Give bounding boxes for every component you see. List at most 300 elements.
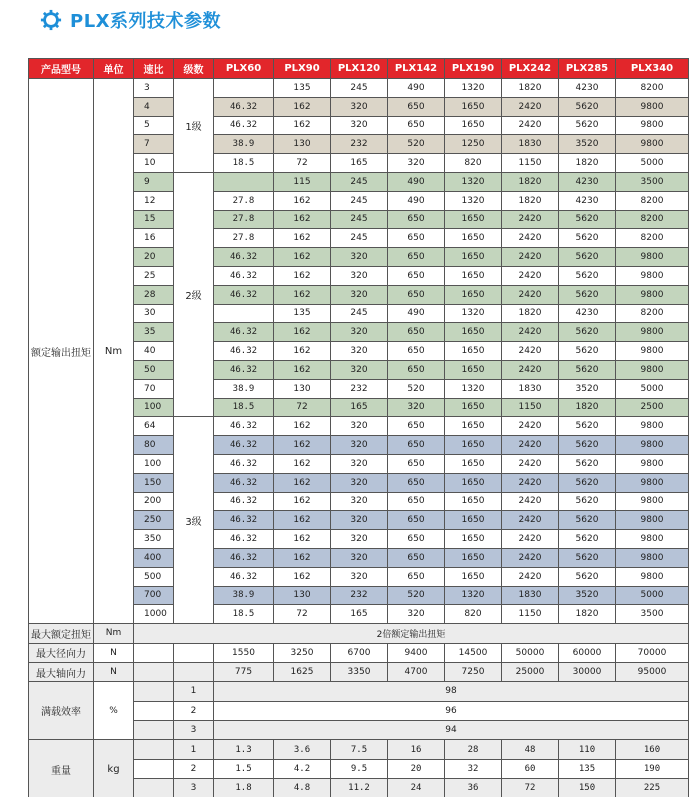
- axial-force-label: 最大轴向力: [29, 662, 94, 681]
- table-cell: 320: [331, 266, 388, 285]
- ratio-cell: 28: [134, 285, 174, 304]
- efficiency-stage: 2: [174, 701, 214, 720]
- table-cell: [214, 304, 274, 323]
- table-cell: 165: [331, 154, 388, 173]
- table-cell: 9800: [616, 417, 689, 436]
- table-cell: 650: [388, 417, 445, 436]
- max-torque-value: 2倍额定输出扭矩: [134, 624, 689, 643]
- ratio-cell: 15: [134, 210, 174, 229]
- table-cell: 245: [331, 172, 388, 191]
- table-cell: 135: [274, 304, 331, 323]
- table-cell: 650: [388, 285, 445, 304]
- table-cell: 135: [274, 79, 331, 98]
- table-cell: 130: [274, 135, 331, 154]
- max-torque-unit: Nm: [94, 624, 134, 643]
- table-cell: 162: [274, 567, 331, 586]
- header-model-name: PLX90: [274, 59, 331, 79]
- table-cell: 320: [331, 417, 388, 436]
- ratio-cell: 20: [134, 248, 174, 267]
- header-ratio: 速比: [134, 59, 174, 79]
- efficiency-stage: 1: [174, 682, 214, 701]
- ratio-cell: 35: [134, 323, 174, 342]
- table-cell: 1820: [559, 154, 616, 173]
- table-cell: 25000: [502, 662, 559, 681]
- table-cell: 30000: [559, 662, 616, 681]
- table-cell: 320: [331, 436, 388, 455]
- table-cell: 1650: [445, 229, 502, 248]
- stage-label: 2级: [174, 172, 214, 416]
- table-cell: 1650: [445, 473, 502, 492]
- table-cell: 70000: [616, 643, 689, 662]
- table-cell: 46.32: [214, 436, 274, 455]
- header-stage: 级数: [174, 59, 214, 79]
- table-cell: 8200: [616, 304, 689, 323]
- table-cell: 2420: [502, 285, 559, 304]
- table-cell: 162: [274, 210, 331, 229]
- table-cell: 320: [331, 285, 388, 304]
- table-cell: 490: [388, 304, 445, 323]
- table-cell: 46.32: [214, 266, 274, 285]
- table-cell: 245: [331, 79, 388, 98]
- stage-label: 1级: [174, 79, 214, 173]
- table-cell: 46.32: [214, 530, 274, 549]
- ratio-cell: 1000: [134, 605, 174, 624]
- table-cell: 72: [274, 154, 331, 173]
- table-cell: 9800: [616, 511, 689, 530]
- ratio-cell: 12: [134, 191, 174, 210]
- table-cell: 5620: [559, 567, 616, 586]
- ratio-cell: 150: [134, 473, 174, 492]
- table-cell: 520: [388, 135, 445, 154]
- table-cell: 162: [274, 285, 331, 304]
- table-cell: 2420: [502, 342, 559, 361]
- table-cell: 9.5: [331, 759, 388, 778]
- table-cell: 3250: [274, 643, 331, 662]
- ratio-cell: 100: [134, 398, 174, 417]
- table-cell: 14500: [445, 643, 502, 662]
- table-cell: 320: [331, 97, 388, 116]
- table-cell: 1650: [445, 360, 502, 379]
- table-cell: 1650: [445, 210, 502, 229]
- table-cell: 490: [388, 79, 445, 98]
- table-cell: 2420: [502, 229, 559, 248]
- table-cell: 27.8: [214, 229, 274, 248]
- ratio-cell: 4: [134, 97, 174, 116]
- table-cell: 162: [274, 436, 331, 455]
- table-cell: 3500: [616, 605, 689, 624]
- table-cell: 320: [331, 248, 388, 267]
- table-cell: 162: [274, 116, 331, 135]
- table-cell: 162: [274, 473, 331, 492]
- table-cell: 4700: [388, 662, 445, 681]
- table-cell: 9800: [616, 285, 689, 304]
- efficiency-value: 96: [214, 701, 689, 720]
- ratio-cell: 40: [134, 342, 174, 361]
- table-cell: [214, 172, 274, 191]
- table-cell: 9800: [616, 492, 689, 511]
- table-cell: 1650: [445, 511, 502, 530]
- table-cell: 1650: [445, 342, 502, 361]
- table-cell: 1650: [445, 97, 502, 116]
- table-cell: 520: [388, 586, 445, 605]
- table-cell: 2420: [502, 548, 559, 567]
- header-model: 产品型号: [29, 59, 94, 79]
- table-cell: 46.32: [214, 116, 274, 135]
- table-cell: 9800: [616, 454, 689, 473]
- table-cell: 50000: [502, 643, 559, 662]
- table-cell: 162: [274, 342, 331, 361]
- table-cell: 2500: [616, 398, 689, 417]
- table-cell: 72: [502, 779, 559, 797]
- table-cell: 38.9: [214, 379, 274, 398]
- table-cell: 320: [331, 116, 388, 135]
- efficiency-value: 94: [214, 721, 689, 740]
- table-cell: 650: [388, 342, 445, 361]
- ratio-cell: 400: [134, 548, 174, 567]
- table-cell: 1.3: [214, 740, 274, 759]
- table-cell: 27.8: [214, 210, 274, 229]
- table-cell: 72: [274, 398, 331, 417]
- table-cell: 320: [331, 454, 388, 473]
- table-cell: 1.8: [214, 779, 274, 797]
- table-cell: 820: [445, 154, 502, 173]
- ratio-cell: 7: [134, 135, 174, 154]
- table-cell: 1650: [445, 116, 502, 135]
- table-cell: 1820: [502, 79, 559, 98]
- table-cell: 5620: [559, 492, 616, 511]
- table-cell: 320: [331, 548, 388, 567]
- table-cell: 5620: [559, 323, 616, 342]
- table-cell: 9800: [616, 530, 689, 549]
- header-unit: 单位: [94, 59, 134, 79]
- table-cell: 3520: [559, 379, 616, 398]
- ratio-cell: 30: [134, 304, 174, 323]
- table-cell: 46.32: [214, 567, 274, 586]
- table-cell: 46.32: [214, 285, 274, 304]
- table-cell: 320: [388, 154, 445, 173]
- table-cell: 232: [331, 135, 388, 154]
- radial-force-row: [29, 643, 689, 662]
- table-cell: 5620: [559, 417, 616, 436]
- spec-table: [28, 58, 689, 797]
- table-cell: 2420: [502, 436, 559, 455]
- page-title: PLX系列技术参数: [70, 11, 222, 32]
- table-cell: 1150: [502, 398, 559, 417]
- table-cell: 650: [388, 454, 445, 473]
- table-cell: 110: [559, 740, 616, 759]
- table-cell: 4.2: [274, 759, 331, 778]
- table-cell: 9800: [616, 436, 689, 455]
- table-cell: 46.32: [214, 473, 274, 492]
- table-cell: 11.2: [331, 779, 388, 797]
- table-cell: 2420: [502, 323, 559, 342]
- table-cell: 2420: [502, 417, 559, 436]
- table-cell: 5000: [616, 379, 689, 398]
- gear-icon: [40, 9, 62, 31]
- table-cell: 1650: [445, 398, 502, 417]
- ratio-cell: 9: [134, 172, 174, 191]
- table-cell: 6700: [331, 643, 388, 662]
- table-cell: 162: [274, 360, 331, 379]
- table-cell: 48: [502, 740, 559, 759]
- efficiency-unit: %: [94, 682, 134, 740]
- table-cell: 18.5: [214, 154, 274, 173]
- ratio-cell: 5: [134, 116, 174, 135]
- table-cell: 3520: [559, 135, 616, 154]
- table-cell: 150: [559, 779, 616, 797]
- table-cell: 46.32: [214, 342, 274, 361]
- table-cell: 320: [331, 342, 388, 361]
- table-cell: 3500: [616, 172, 689, 191]
- table-cell: 245: [331, 304, 388, 323]
- table-cell: 9800: [616, 548, 689, 567]
- table-cell: 46.32: [214, 548, 274, 567]
- table-cell: 245: [331, 210, 388, 229]
- table-cell: 2420: [502, 473, 559, 492]
- table-cell: 1320: [445, 304, 502, 323]
- table-cell: 820: [445, 605, 502, 624]
- table-cell: 320: [331, 360, 388, 379]
- table-cell: 9800: [616, 323, 689, 342]
- ratio-cell: 700: [134, 586, 174, 605]
- table-cell: 8200: [616, 191, 689, 210]
- header-model-name: PLX285: [559, 59, 616, 79]
- table-cell: 2420: [502, 248, 559, 267]
- header-model-name: PLX190: [445, 59, 502, 79]
- table-cell: 1650: [445, 454, 502, 473]
- table-cell: 320: [331, 473, 388, 492]
- extra-section: [29, 624, 689, 740]
- table-cell: 3.6: [274, 740, 331, 759]
- table-cell: 2420: [502, 97, 559, 116]
- header-model-name: PLX340: [616, 59, 689, 79]
- table-cell: 9800: [616, 266, 689, 285]
- table-cell: 2420: [502, 360, 559, 379]
- ratio-cell: 70: [134, 379, 174, 398]
- table-cell: 3350: [331, 662, 388, 681]
- table-cell: 9800: [616, 248, 689, 267]
- table-cell: 1650: [445, 417, 502, 436]
- table-cell: 46.32: [214, 248, 274, 267]
- table-cell: 1830: [502, 135, 559, 154]
- title-bar: [40, 6, 221, 34]
- weight-unit: kg: [94, 740, 134, 797]
- table-cell: 5620: [559, 530, 616, 549]
- table-cell: 60: [502, 759, 559, 778]
- max-torque-row: [29, 624, 689, 643]
- table-cell: 16: [388, 740, 445, 759]
- table-cell: 162: [274, 530, 331, 549]
- table-cell: 1150: [502, 605, 559, 624]
- table-cell: [214, 79, 274, 98]
- ratio-cell: 10: [134, 154, 174, 173]
- table-cell: 320: [331, 567, 388, 586]
- max-torque-label: 最大额定扭矩: [29, 624, 94, 643]
- table-cell: 72: [274, 605, 331, 624]
- table-cell: 225: [616, 779, 689, 797]
- torque-unit: Nm: [94, 79, 134, 624]
- table-cell: 1250: [445, 135, 502, 154]
- table-cell: 1820: [502, 304, 559, 323]
- ratio-cell: 200: [134, 492, 174, 511]
- table-cell: 650: [388, 473, 445, 492]
- table-cell: 1320: [445, 191, 502, 210]
- table-cell: 490: [388, 172, 445, 191]
- table-cell: 9800: [616, 567, 689, 586]
- table-cell: 18.5: [214, 605, 274, 624]
- table-cell: 9800: [616, 360, 689, 379]
- efficiency-stage: 3: [174, 721, 214, 740]
- table-cell: 162: [274, 417, 331, 436]
- table-cell: 2420: [502, 530, 559, 549]
- ratio-cell: 250: [134, 511, 174, 530]
- table-cell: 650: [388, 116, 445, 135]
- table-cell: 1320: [445, 172, 502, 191]
- table-cell: 5620: [559, 473, 616, 492]
- table-cell: 162: [274, 229, 331, 248]
- table-cell: 650: [388, 210, 445, 229]
- table-cell: 5620: [559, 454, 616, 473]
- header-model-name: PLX120: [331, 59, 388, 79]
- table-cell: 162: [274, 191, 331, 210]
- table-cell: 490: [388, 191, 445, 210]
- table-cell: 1550: [214, 643, 274, 662]
- table-cell: 1650: [445, 323, 502, 342]
- table-cell: 5620: [559, 229, 616, 248]
- table-cell: 8200: [616, 229, 689, 248]
- table-cell: 36: [445, 779, 502, 797]
- table-cell: 2420: [502, 116, 559, 135]
- table-cell: 7250: [445, 662, 502, 681]
- ratio-cell: 100: [134, 454, 174, 473]
- table-cell: 46.32: [214, 511, 274, 530]
- table-cell: 4.8: [274, 779, 331, 797]
- table-cell: 650: [388, 97, 445, 116]
- table-cell: 1625: [274, 662, 331, 681]
- table-cell: 5620: [559, 511, 616, 530]
- table-cell: 5620: [559, 285, 616, 304]
- table-cell: 320: [388, 605, 445, 624]
- weight-stage: 2: [174, 759, 214, 778]
- ratio-cell: 50: [134, 360, 174, 379]
- table-cell: 650: [388, 360, 445, 379]
- table-cell: 1820: [559, 605, 616, 624]
- table-cell: 162: [274, 248, 331, 267]
- ratio-cell: 25: [134, 266, 174, 285]
- table-cell: 650: [388, 567, 445, 586]
- weight-label: 重量: [29, 740, 94, 797]
- table-cell: 775: [214, 662, 274, 681]
- torque-label: 额定输出扭矩: [29, 79, 94, 624]
- table-cell: 1320: [445, 379, 502, 398]
- efficiency-label: 满载效率: [29, 682, 94, 740]
- table-cell: 1820: [502, 172, 559, 191]
- table-cell: 5000: [616, 586, 689, 605]
- table-cell: 32: [445, 759, 502, 778]
- table-cell: 2420: [502, 492, 559, 511]
- table-cell: 650: [388, 229, 445, 248]
- table-cell: 320: [331, 511, 388, 530]
- table-cell: 650: [388, 266, 445, 285]
- table-cell: 520: [388, 379, 445, 398]
- table-cell: 5620: [559, 97, 616, 116]
- table-cell: 24: [388, 779, 445, 797]
- table-cell: 162: [274, 511, 331, 530]
- table-cell: 162: [274, 548, 331, 567]
- table-cell: 2420: [502, 210, 559, 229]
- table-cell: 160: [616, 740, 689, 759]
- table-cell: 115: [274, 172, 331, 191]
- table-cell: 320: [331, 530, 388, 549]
- table-cell: 1650: [445, 266, 502, 285]
- table-cell: 130: [274, 586, 331, 605]
- table-cell: 3520: [559, 586, 616, 605]
- table-cell: 162: [274, 323, 331, 342]
- table-cell: 4230: [559, 79, 616, 98]
- table-cell: 95000: [616, 662, 689, 681]
- table-cell: 5620: [559, 342, 616, 361]
- table-cell: 28: [445, 740, 502, 759]
- table-cell: 60000: [559, 643, 616, 662]
- table-cell: 46.32: [214, 417, 274, 436]
- ratio-cell: 350: [134, 530, 174, 549]
- weight-row: [29, 740, 689, 759]
- axial-force-row: [29, 662, 689, 681]
- table-cell: 135: [559, 759, 616, 778]
- header-model-name: PLX142: [388, 59, 445, 79]
- table-cell: 1150: [502, 154, 559, 173]
- table-cell: 9800: [616, 473, 689, 492]
- table-cell: 1.5: [214, 759, 274, 778]
- table-cell: 190: [616, 759, 689, 778]
- table-cell: 245: [331, 229, 388, 248]
- table-cell: 8200: [616, 79, 689, 98]
- table-cell: 165: [331, 605, 388, 624]
- table-cell: 650: [388, 548, 445, 567]
- efficiency-value: 98: [214, 682, 689, 701]
- weight-stage: 3: [174, 779, 214, 797]
- axial-force-unit: N: [94, 662, 134, 681]
- table-cell: 320: [331, 492, 388, 511]
- table-cell: 20: [388, 759, 445, 778]
- table-cell: 650: [388, 492, 445, 511]
- table-cell: 5000: [616, 154, 689, 173]
- weight-section: [29, 740, 689, 797]
- table-cell: 2420: [502, 266, 559, 285]
- table-cell: 9800: [616, 342, 689, 361]
- table-cell: 320: [388, 398, 445, 417]
- table-cell: 46.32: [214, 97, 274, 116]
- ratio-cell: 80: [134, 436, 174, 455]
- table-cell: 5620: [559, 436, 616, 455]
- header-model-name: PLX60: [214, 59, 274, 79]
- table-cell: 5620: [559, 360, 616, 379]
- table-cell: 162: [274, 97, 331, 116]
- table-cell: 650: [388, 530, 445, 549]
- table-cell: 232: [331, 379, 388, 398]
- table-cell: 650: [388, 436, 445, 455]
- table-cell: 130: [274, 379, 331, 398]
- table-cell: 162: [274, 492, 331, 511]
- table-cell: 5620: [559, 248, 616, 267]
- table-cell: 1830: [502, 586, 559, 605]
- table-cell: 5620: [559, 266, 616, 285]
- table-cell: 1820: [502, 191, 559, 210]
- table-cell: 1320: [445, 586, 502, 605]
- table-cell: 1650: [445, 436, 502, 455]
- header-model-name: PLX242: [502, 59, 559, 79]
- table-cell: 1650: [445, 248, 502, 267]
